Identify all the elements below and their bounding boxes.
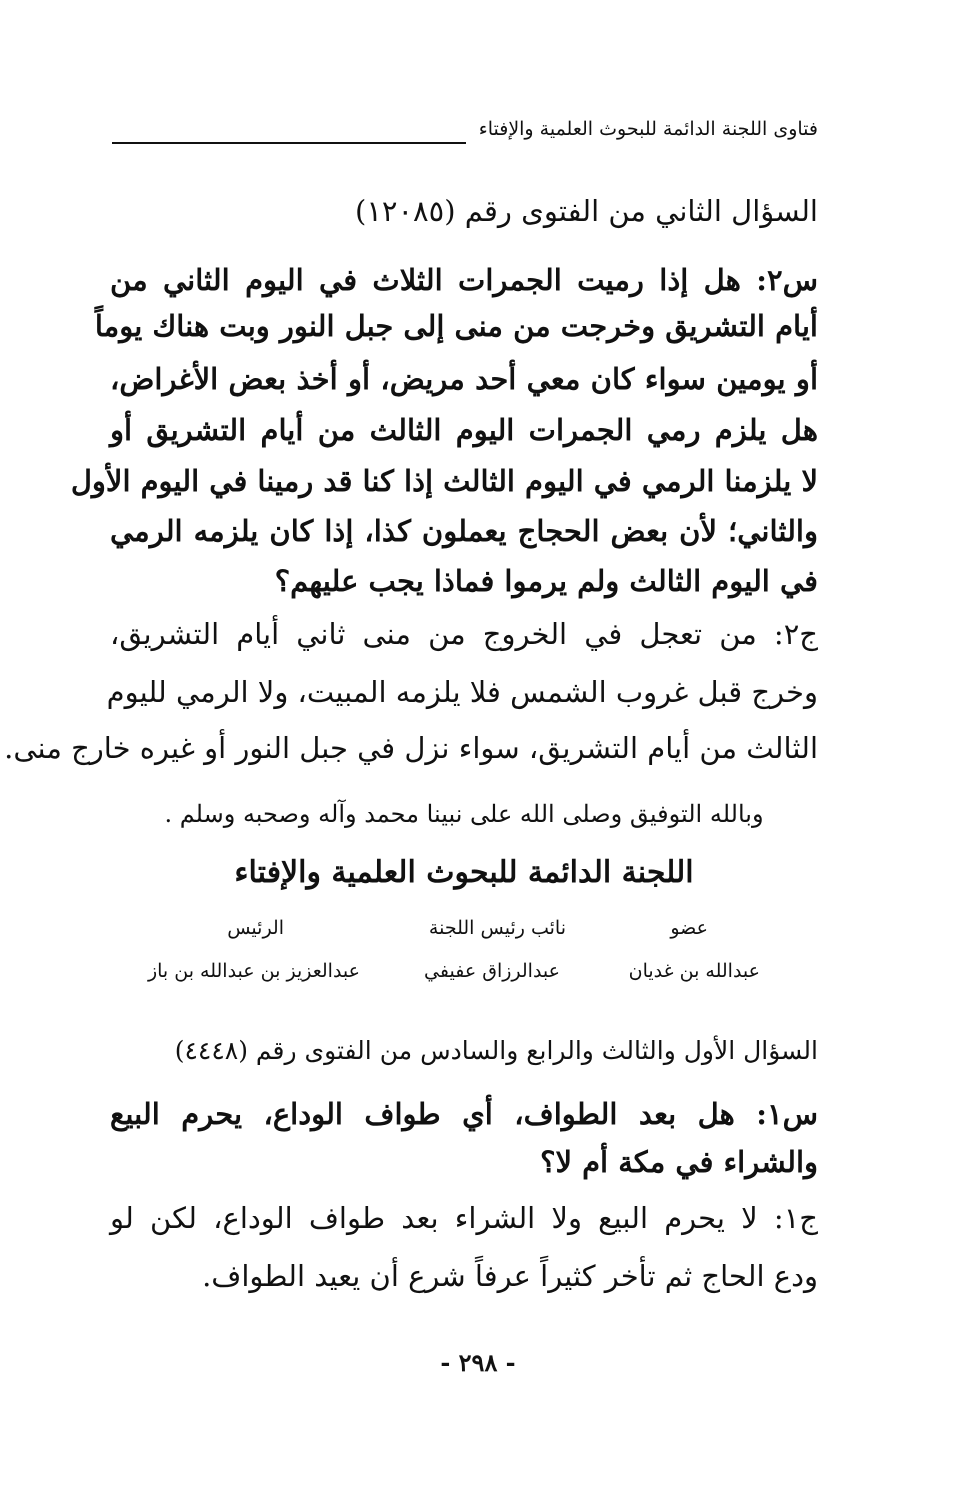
question-line: هل يلزم رمي الجمرات اليوم الثالث من أيام التشريق أو <box>110 413 818 447</box>
member-role: عضو <box>670 917 708 939</box>
answer-line: وخرج قبل غروب الشمس فلا يلزمه المبيت، ولا الرمي لليوم <box>106 675 818 709</box>
question-line: والثاني؛ لأن بعض الحجاج يعملون كذا، إذا كان يلزمه الرمي <box>110 514 818 548</box>
question-line: س٢: هل إذا رميت الجمرات الثلاث في اليوم الثاني من <box>110 263 818 297</box>
member-name: عبدالله بن غديان <box>628 960 760 982</box>
member-name: عبدالرزاق عفيفي <box>424 960 560 982</box>
question-line: أيام التشريق وخرجت من منى إلى جبل النور وبت هناك يوماً <box>94 309 818 343</box>
running-header: فتاوى اللجنة الدائمة للبحوث العلمية والإفتاء <box>478 118 818 140</box>
member-role: نائب رئيس اللجنة <box>428 917 566 939</box>
answer-line: ج١: لا يحرم البيع ولا الشراء بعد طواف الوداع، لكن لو <box>110 1201 818 1235</box>
question-line: س١: هل بعد الطواف، أي طواف الوداع، يحرم البيع <box>110 1097 818 1131</box>
committee-name: اللجنة الدائمة للبحوث العلمية والإفتاء <box>234 855 694 890</box>
answer-line: الثالث من أيام التشريق، سواء نزل في جبل النور أو غيره خارج منى. <box>4 731 818 765</box>
fatwa-heading-1: السؤال الثاني من الفتوى رقم (١٢٠٨٥) <box>355 194 818 228</box>
answer-line: ج٢: من تعجل في الخروج من منى ثاني أيام التشريق، <box>110 617 818 651</box>
closing-prayer: وبالله التوفيق وصلى الله على نبينا محمد وآله وصحبه وسلم . <box>164 800 764 828</box>
answer-line: ودع الحاج ثم تأخر كثيراً عرفاً شرع أن يعيد الطواف. <box>202 1259 818 1293</box>
page-number: - ٢٩٨ - <box>440 1348 516 1377</box>
question-line: والشراء في مكة أم لا؟ <box>540 1145 818 1179</box>
question-line: في اليوم الثالث ولم يرموا فماذا يجب عليهم؟ <box>274 564 818 598</box>
question-line: لا يلزمنا الرمي في اليوم الثالث إذا كنا قد رمينا في اليوم الأول <box>70 464 818 498</box>
fatwa-heading-2: السؤال الأول والثالث والرابع والسادس من الفتوى رقم (٤٤٤٨) <box>174 1036 818 1065</box>
member-name: عبدالعزيز بن عبدالله بن باز <box>147 960 360 982</box>
header-rule <box>112 142 466 144</box>
question-line: أو يومين سواء كان معي أحد مريض، أو أخذ بعض الأغراض، <box>110 362 818 396</box>
member-role: الرئيس <box>227 917 284 939</box>
